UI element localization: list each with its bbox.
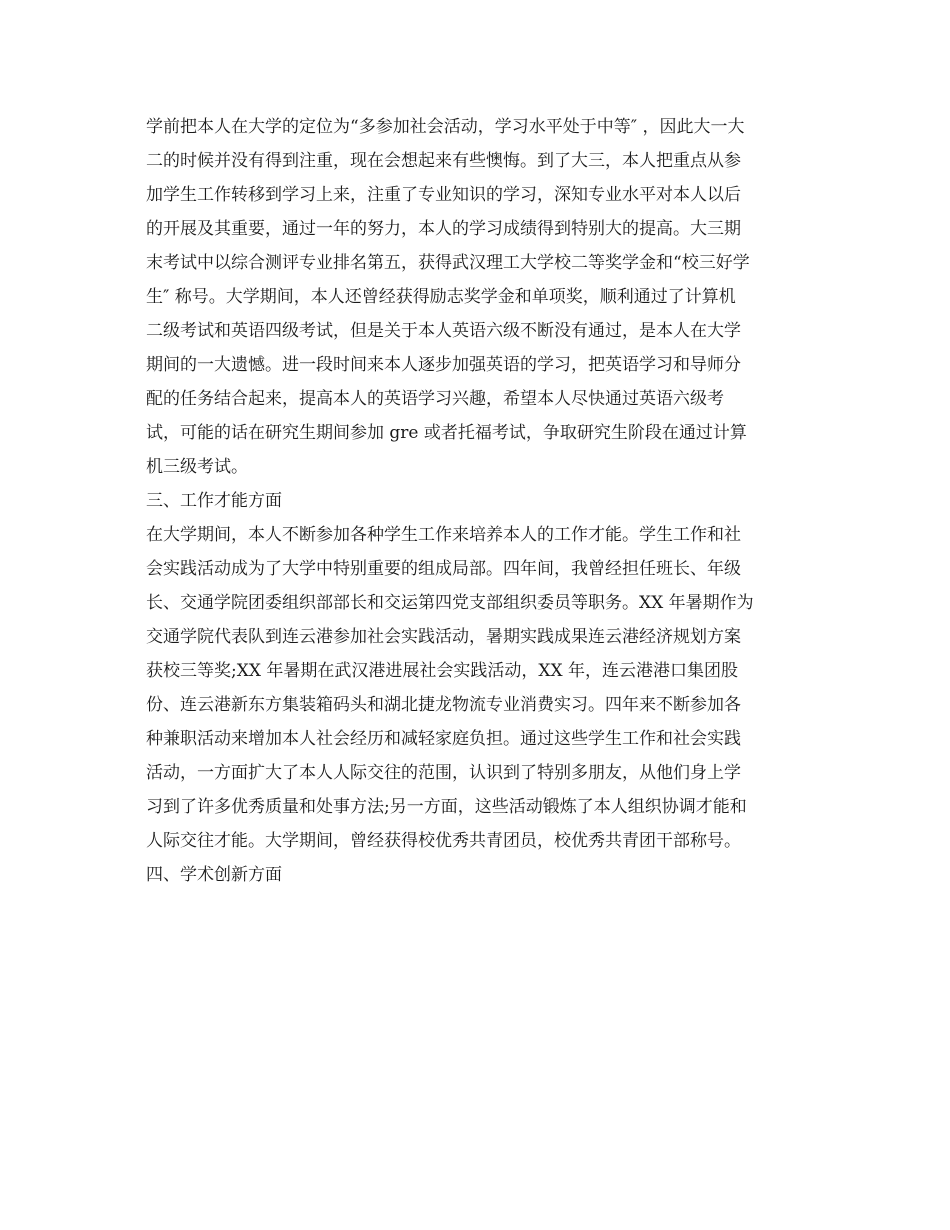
text-line: 二的时候并没有得到注重，现在会想起来有些懊悔。到了大三，本人把重点从参 [146, 151, 741, 171]
text-line: 学前把本人在大学的定位为“多参加社会活动，学习水平处于中等″ ，因此大一大 [146, 117, 745, 137]
text-line: 加学生工作转移到学习上来，注重了专业知识的学习，深知专业水平对本人以后 [146, 185, 741, 205]
text-line: 获校三等奖;XX 年暑期在武汉港进展社会实践活动，XX 年，连云港港口集团股 [146, 661, 738, 681]
text-line: 配的任务结合起来，提高本人的英语学习兴趣，希望本人尽快通过英语六级考 [146, 389, 724, 409]
text-line: 生″ 称号。大学期间，本人还曾经获得励志奖学金和单项奖，顺利通过了计算机 [146, 287, 736, 307]
text-line: 机三级考试。 [146, 457, 248, 477]
text-line: 试，可能的话在研究生期间参加 gre 或者托福考试，争取研究生阶段在通过计算 [146, 423, 747, 443]
text-line: 份、连云港新东方集装箱码头和湖北捷龙物流专业消费实习。四年来不断参加各 [146, 695, 741, 715]
text-line: 种兼职活动来增加本人社会经历和减轻家庭负担。通过这些学生工作和社会实践 [146, 729, 741, 749]
text-line: 交通学院代表队到连云港参加社会实践活动，暑期实践成果连云港经济规划方案 [146, 627, 741, 647]
text-line: 习到了许多优秀质量和处事方法;另一方面，这些活动锻炼了本人组织协调才能和 [146, 797, 747, 817]
text-line: 二级考试和英语四级考试，但是关于本人英语六级不断没有通过，是本人在大学 [146, 321, 741, 341]
text-line: 长、交通学院团委组织部部长和交运第四党支部组织委员等职务。XX 年暑期作为 [146, 593, 754, 613]
text-line: 期间的一大遗憾。进一段时间来本人逐步加强英语的学习，把英语学习和导师分 [146, 355, 741, 375]
text-line: 在大学期间，本人不断参加各种学生工作来培养本人的工作才能。学生工作和社 [146, 525, 741, 545]
text-line: 活动，一方面扩大了本人人际交往的范围，认识到了特别多朋友，从他们身上学 [146, 763, 741, 783]
text-line: 人际交往才能。大学期间，曾经获得校优秀共青团员，校优秀共青团干部称号。 [146, 831, 741, 851]
section-heading-work-ability: 三、工作才能方面 [146, 491, 282, 511]
section-heading-academic-innovation: 四、学术创新方面 [146, 865, 282, 885]
text-line: 末考试中以综合测评专业排名第五，获得武汉理工大学校二等奖学金和“校三好学 [146, 253, 750, 273]
text-line: 的开展及其重要，通过一年的努力，本人的学习成绩得到特别大的提高。大三期 [146, 219, 741, 239]
text-line: 会实践活动成为了大学中特别重要的组成局部。四年间，我曾经担任班长、年级 [146, 559, 741, 579]
document-body [146, 110, 810, 892]
